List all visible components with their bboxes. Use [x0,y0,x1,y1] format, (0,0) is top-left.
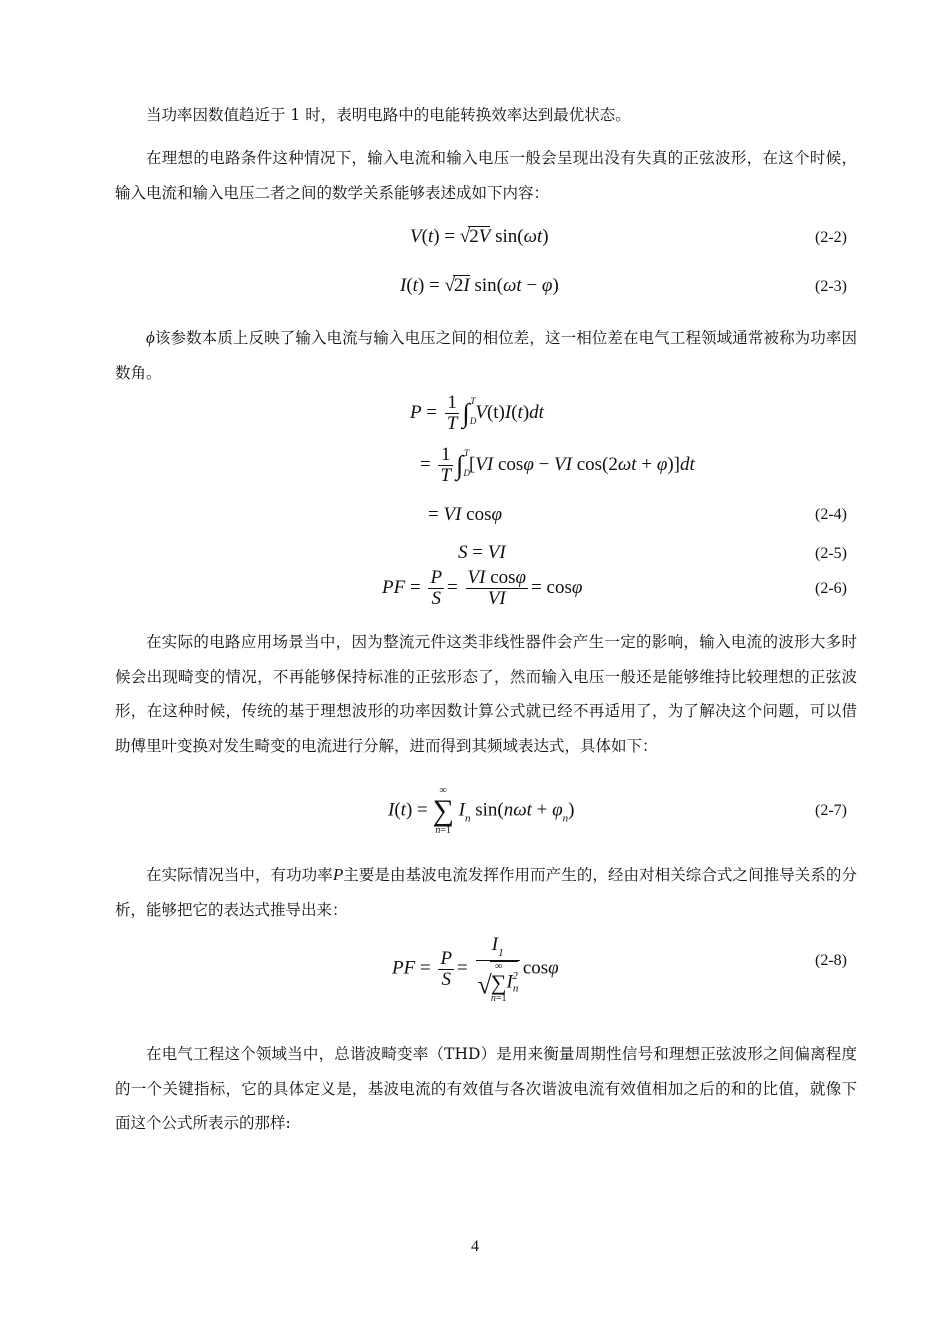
paragraph-active-power [115,858,857,927]
paragraph-phase-angle-text: 该参数本质上反映了输入电流与输入电压之间的相位差，这一相位差在电气工程领域通常被称为功率因数角。 [115,329,857,382]
equation-number-2-4: (2-4) [815,506,847,523]
phi-symbol: ϕ [146,328,155,347]
page-number: 4 [471,1238,479,1255]
equation-2-6: PF = $\frac{P}{S}$ = $\frac{\text{VI cosφ}}{VI}$ = cosφ [382,567,583,609]
paragraph-active-power-text-a: 在实际情况当中，有功功率 [146,866,333,884]
equation-2-8: PF = $\frac{P}{S}$ = $I_1$ √ ∞ ∑ n=1 $I_n^2$ cosφ [392,934,559,1004]
paragraph-ideal-sine: 在理想的电路条件这种情况下，输入电流和输入电压一般会呈现出没有失真的正弦波形，在这个时候，输入电流和输入电压二者之间的数学关系能够表述成如下内容： [115,149,857,202]
equation-2-5: S = VI [458,542,506,563]
equation-number-2-6: (2-6) [815,580,847,597]
equation-2-2: V(t) = √2V sin(ωt) [410,226,549,247]
equation-number-2-3: (2-3) [815,278,847,295]
equation-2-3: I(t) = √2I sin(ωt − φ) [400,275,559,296]
equation-2-4-line-1: P = $\frac{1}{T}$ $\int_D^TV(t)I(t)dt$ [410,392,544,434]
equation-2-4-line-2: = $\frac{1}{T}$ $\int_D^T[VI$ cosφ − VI cos(2ωt + φ)]dt [420,444,695,486]
paragraph-power-factor-optimal: 当功率因数值趋近于 1 时，表明电路中的电能转换效率达到最优状态。 [146,106,631,124]
equation-number-2-5: (2-5) [815,545,847,562]
equation-2-4-line-3: = VI cosφ [428,504,502,525]
paragraph-thd: 在电气工程这个领域当中，总谐波畸变率（THD）是用来衡量周期性信号和理想正弦波形之间偏离程度的一个关键指标，它的具体定义是，基波电流的有效值与各次谐波电流有效值相加之后的和的比值，就像下面这个公式所表示的那样: [115,1045,857,1132]
paragraph-distortion: 在实际的电路应用场景当中，因为整流元件这类非线性器件会产生一定的影响，输入电流的波形大多时候会出现畸变的情况，不再能够保持标准的正弦形态了，然而输入电压一般还是能够维持比较理想的正弦波形，在这种时候，传统的基于理想波形的功率因数计算公式就已经不再适用了，为了解决这个问题，可以借助傅里叶变换对发生畸变的电流进行分解，进而得到其频域表达式，具体如下： [115,633,857,755]
paragraph-phase-angle [115,321,857,390]
equation-number-2-2: (2-2) [815,229,847,246]
equation-number-2-7: (2-7) [815,802,847,819]
equation-number-2-8: (2-8) [815,952,847,969]
equation-2-7: I(t) = ∞ ∑ n=1 $I_n$ $\sin(n\omega t + \varphi_n)$ [388,785,575,836]
p-symbol: P [332,865,344,884]
paragraph-active-power-text-b: 主要是由基波电流发挥作用而产生的，经由对相关综合式之间推导关系的分析，能够把它的表达式推导出来： [115,866,857,919]
